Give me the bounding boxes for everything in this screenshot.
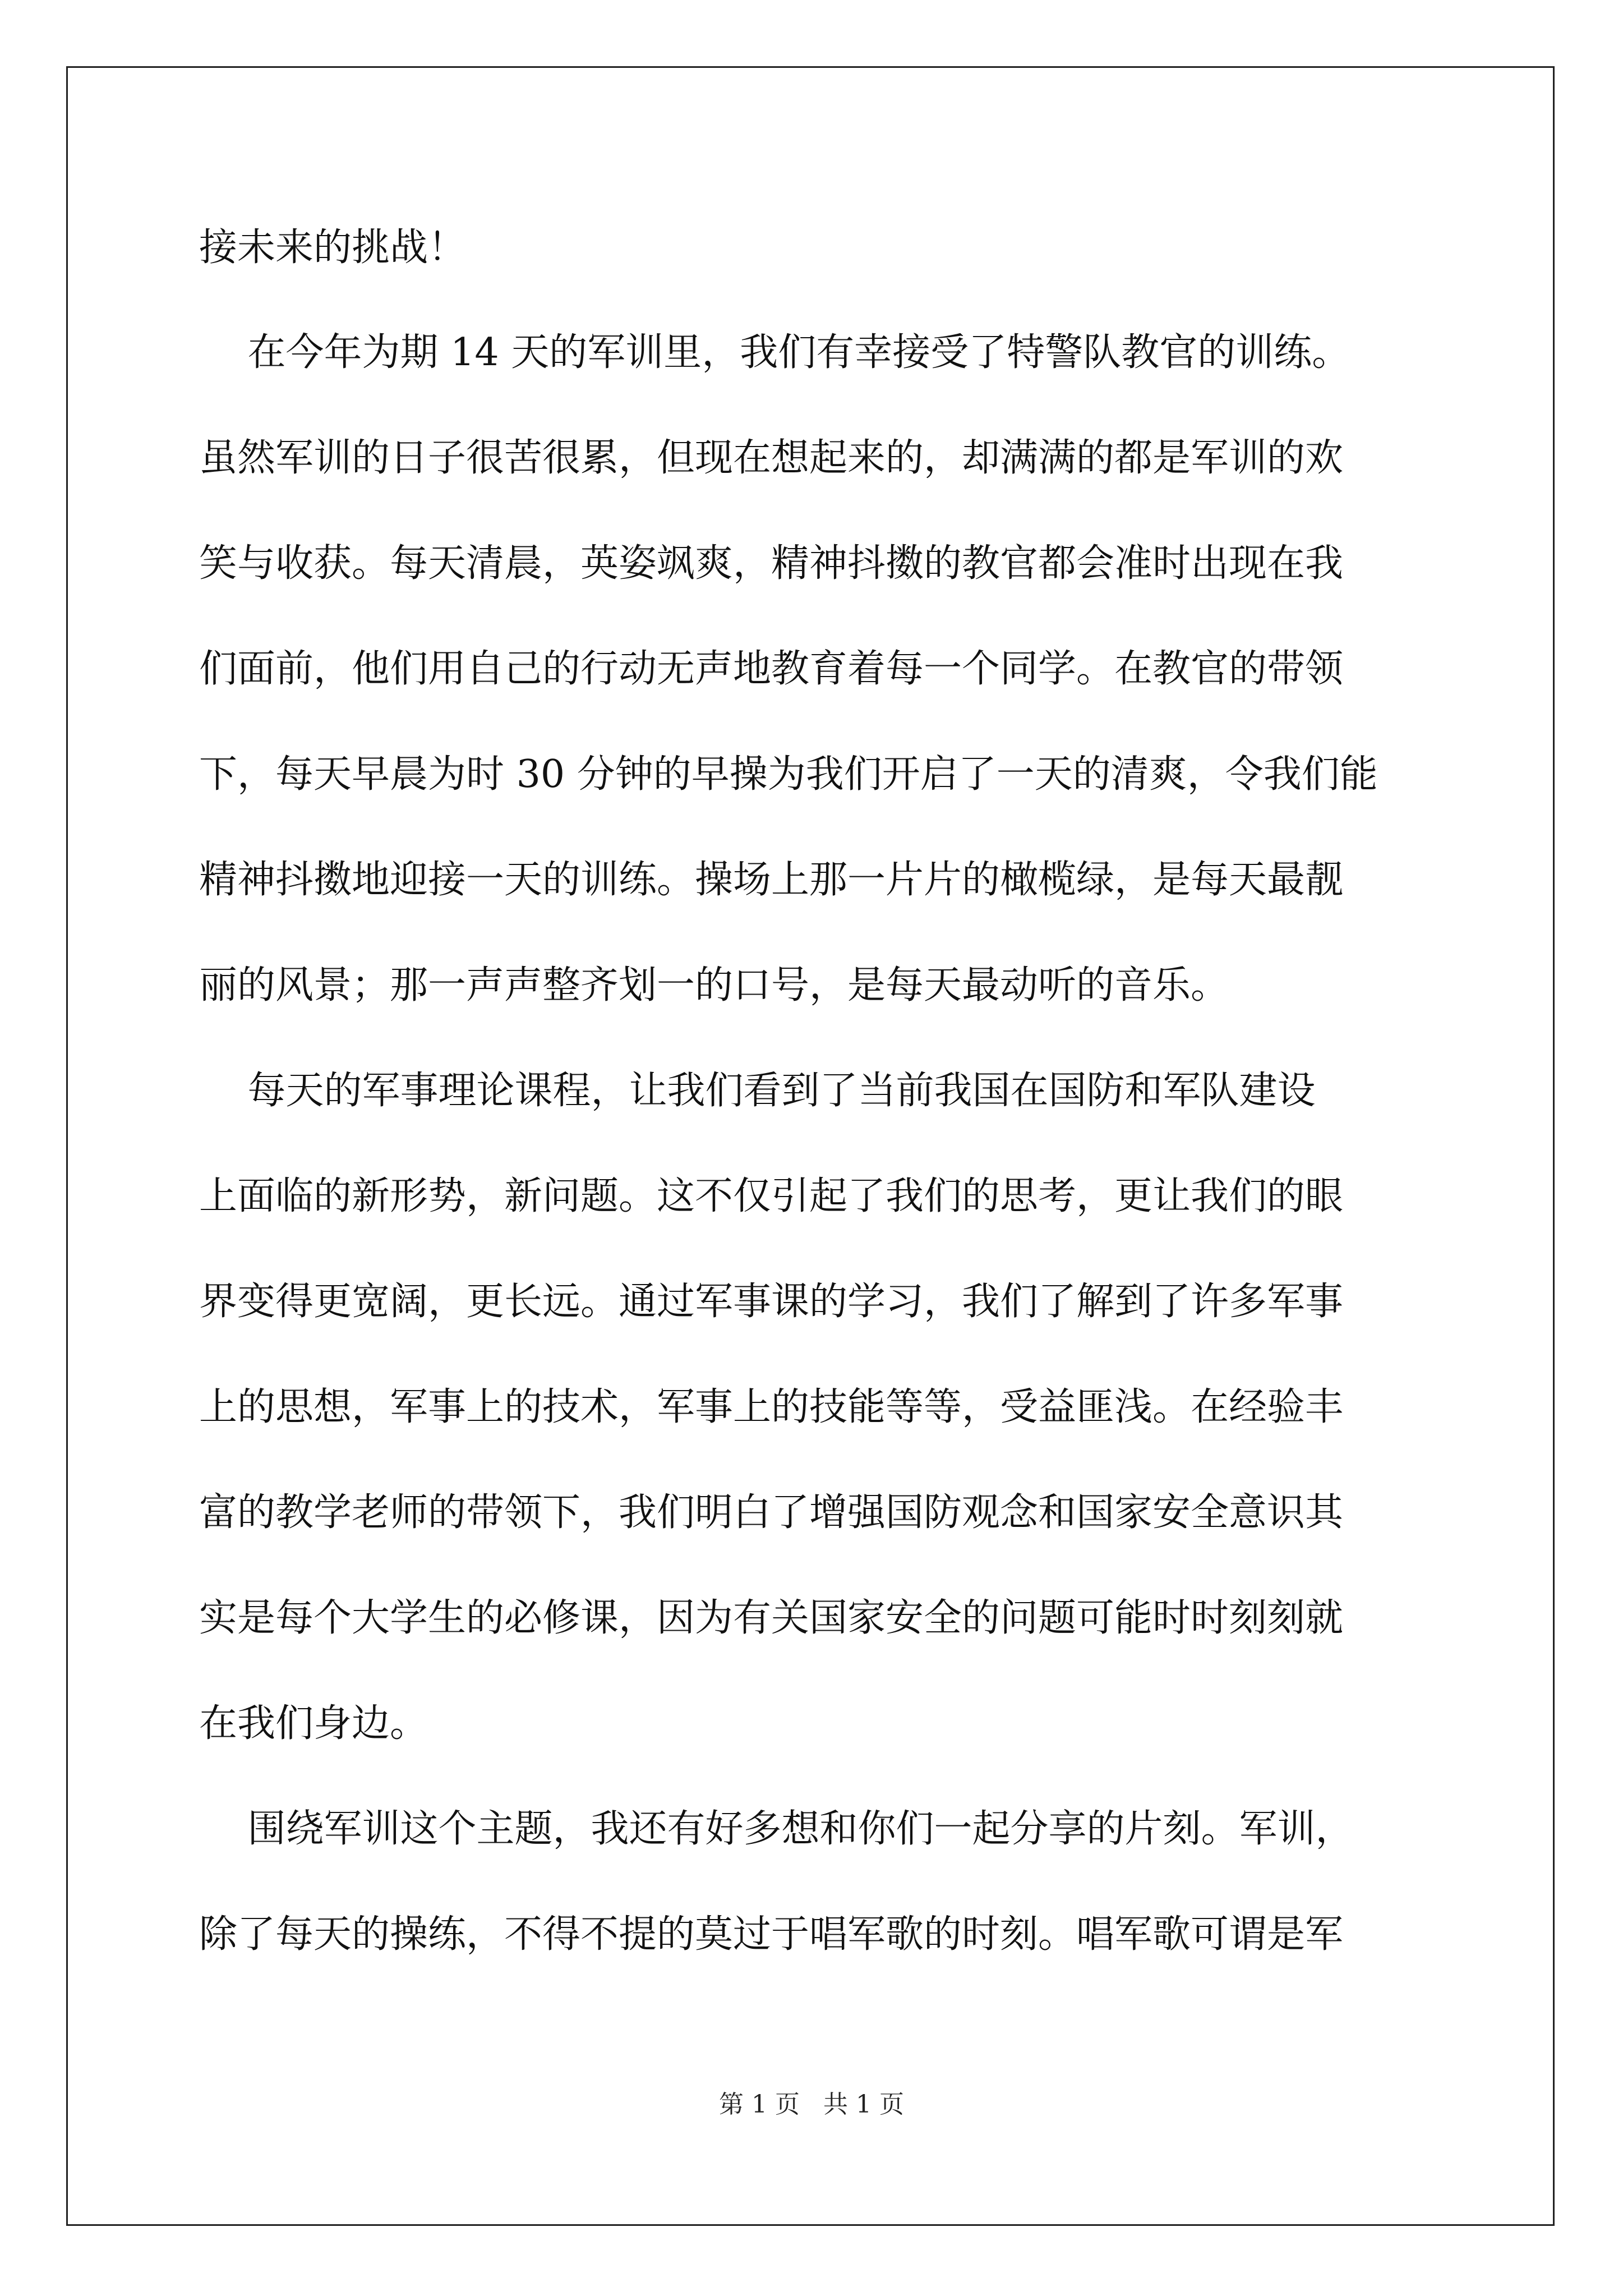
text-line: 上面临的新形势，新问题。这不仅引起了我们的思考，更让我们的眼 <box>199 1174 1344 1218</box>
text-line: 上的思想，军事上的技术，军事上的技能等等，受益匪浅。在经验丰 <box>199 1385 1344 1429</box>
text-line: 下，每天早晨为时 30 分钟的早操为我们开启了一天的清爽，令我们能 <box>199 752 1378 797</box>
text-line: 接未来的挑战！ <box>199 226 467 270</box>
text-line: 丽的风景；那一声声整齐划一的口号，是每天最动听的音乐。 <box>199 963 1229 1007</box>
text-line: 界变得更宽阔，更长远。通过军事课的学习，我们了解到了许多军事 <box>199 1280 1344 1324</box>
text-line: 们面前，他们用自己的行动无声地教育着每一个同学。在教官的带领 <box>199 647 1344 691</box>
text-line: 精神抖擞地迎接一天的训练。操场上那一片片的橄榄绿，是每天最靓 <box>199 858 1344 902</box>
text-line: 富的教学老师的带领下，我们明白了增强国防观念和国家安全意识其 <box>199 1490 1344 1535</box>
text-line: 每天的军事理论课程，让我们看到了当前我国在国防和军队建设 <box>199 1069 1316 1113</box>
page-footer: 第 1 页 共 1 页 <box>719 2090 904 2119</box>
text-line: 在我们身边。 <box>199 1701 428 1746</box>
text-line: 围绕军训这个主题，我还有好多想和你们一起分享的片刻。军训， <box>199 1807 1354 1851</box>
text-line: 虽然军训的日子很苦很累，但现在想起来的，却满满的都是军训的欢 <box>199 436 1344 480</box>
page-border <box>66 66 1555 2226</box>
text-line: 笑与收获。每天清晨，英姿飒爽，精神抖擞的教官都会准时出现在我 <box>199 541 1344 586</box>
text-line: 在今年为期 14 天的军训里，我们有幸接受了特警队教官的训练。 <box>199 330 1350 375</box>
text-line: 实是每个大学生的必修课，因为有关国家安全的问题可能时时刻刻就 <box>199 1596 1344 1640</box>
text-line: 除了每天的操练，不得不提的莫过于唱军歌的时刻。唱军歌可谓是军 <box>199 1912 1344 1957</box>
